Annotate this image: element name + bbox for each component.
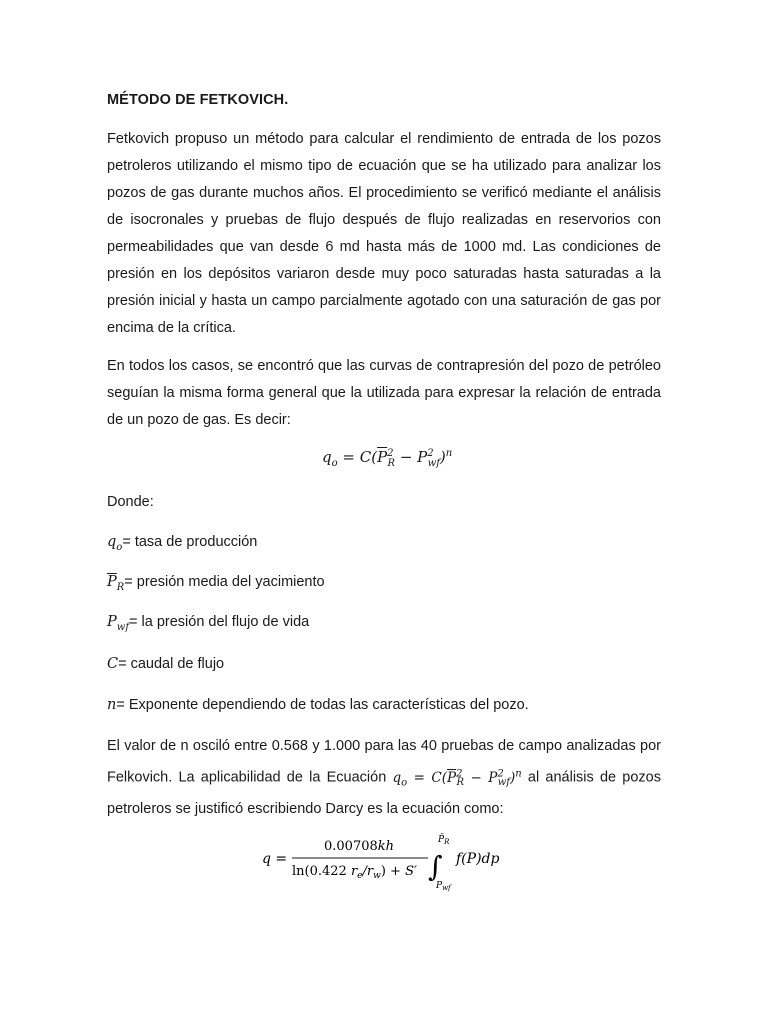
paragraph-value-n: El valor de n osciló entre 0.568 y 1.000 para las 40 pruebas de campo analizadas por Felkovich. La aplicabilidad de la Ecuación $q_o = C(\overline{P}^2_R - P^2_{wf})^n$ al análisis de pozos petroleros se justificó escribiendo Darcy es la ecuación como:	[107, 738, 661, 818]
fetkovich-equation: $q_o = C(\overline{P}^2_R - P^2_{wf})^n$	[322, 448, 453, 469]
symbol-pr: $\overline{P}_R$	[107, 574, 125, 593]
definition-pr: $\overline{P}_R=$ presión media del yacimiento	[107, 574, 325, 593]
paragraph-intro: Fetkovich propuso un método para calcular el rendimiento de entrada de los pozos petroleros utilizando el mismo tipo de ecuación que se ha utilizado para analizar los pozos de gas durante muchos años. El procedimiento se verificó mediante el análisis de isocronales y pruebas de flujo después de flujo realizadas en reservorios con permeabilidades que van desde 6 md hasta más de 1000 md. Las condiciones de presión en los depósitos variaron desde muy poco saturadas hasta saturadas a la presión inicial y hasta un campo parcialmente agotado con una saturación de gas por encima de la crítica.	[107, 131, 661, 336]
symbol-n: n	[107, 697, 117, 713]
upper-limit: $P̄_R$	[438, 835, 450, 846]
definition-pwf: $P_{wf}=$ la presión del flujo de vida	[107, 614, 310, 633]
donde-label: Donde:	[107, 494, 154, 510]
paragraph-cases: En todos los casos, se encontró que las curvas de contrapresión del pozo de petróleo seguían la misma forma general que la utilizada para expresar la relación de entrada de un pozo de gas. Es decir:	[107, 358, 661, 428]
definition-c: C= caudal de flujo	[107, 656, 225, 672]
denominator: ln(0.422 $r_e/r_w) + S'$	[292, 864, 417, 881]
numerator: 0.00708kh	[324, 839, 395, 854]
integral-sign: ∫	[428, 850, 443, 883]
darcy-equation	[262, 832, 522, 892]
definition-n: n= Exponente dependiendo de todas las características del pozo.	[107, 697, 529, 713]
definition-qo: $q_o=$ tasa de producción	[107, 534, 258, 553]
lower-limit: $P_{wf}$	[436, 881, 451, 892]
symbol-pwf: $P_{wf}$	[107, 614, 130, 633]
integrand: f(P)dp	[456, 851, 500, 867]
symbol-c: C	[107, 656, 119, 672]
inline-equation: $q_o = C(\overline{P}^2_R - P^2_{wf})^n$	[392, 768, 522, 789]
symbol-qo: $q_o$	[107, 534, 123, 553]
document-title: MÉTODO DE FETKOVICH.	[107, 92, 289, 108]
lhs: q =	[262, 851, 288, 867]
